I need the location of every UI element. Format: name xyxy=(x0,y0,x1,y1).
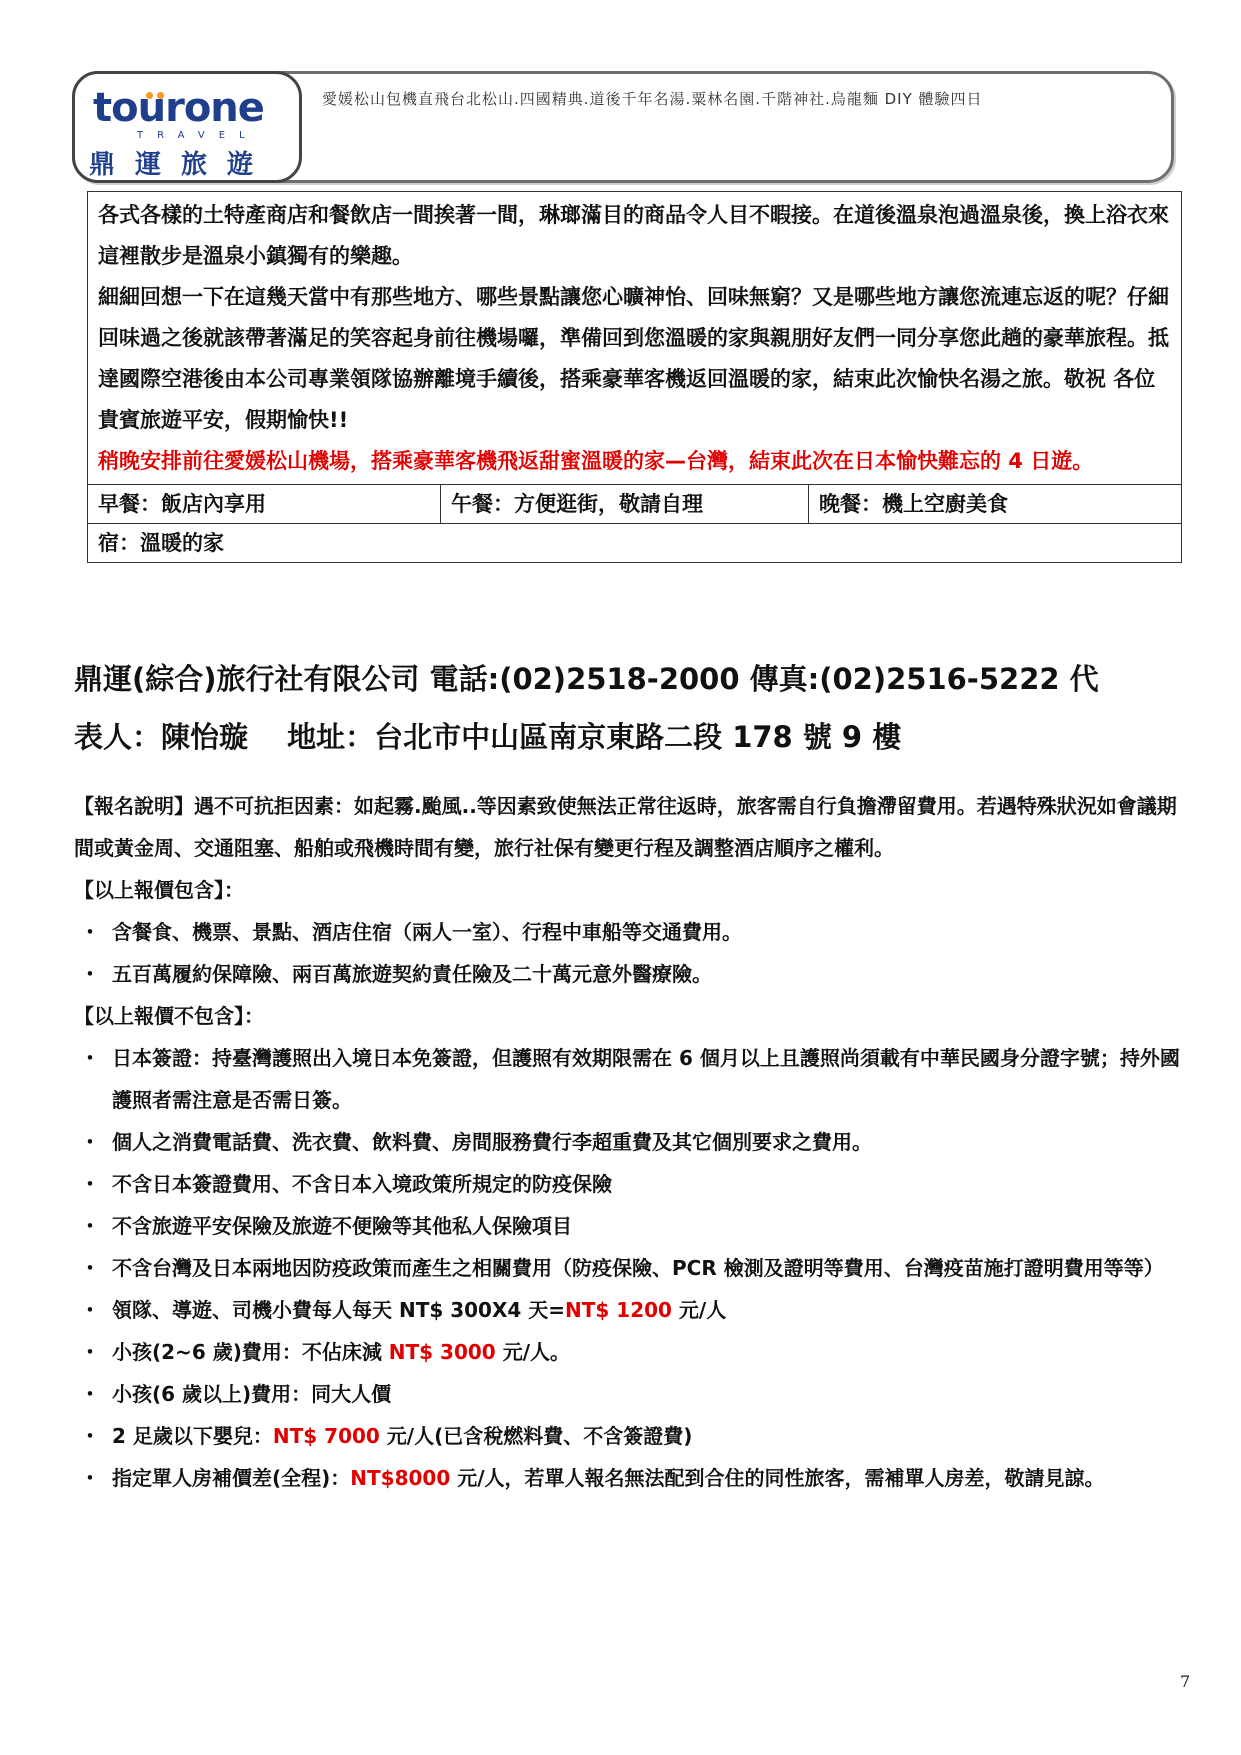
included-item: ・ 含餐食、機票、景點、酒店住宿（兩人一室）、行程中車船等交通費用。 xyxy=(74,911,1194,953)
meals-row xyxy=(88,485,1182,524)
included-item: ・ 五百萬履約保障險、兩百萬旅遊契約責任險及二十萬元意外醫療險。 xyxy=(74,953,1194,995)
child-fee-item: ・ 小孩(2~6 歲)費用：不佔床減 NT$ 3000 元/人。 xyxy=(74,1331,1194,1373)
bullet-icon: ・ xyxy=(80,1466,100,1490)
itinerary-paragraph-highlight: 稍晚安排前往愛媛松山機場，搭乘豪華客機飛返甜蜜溫暖的家—台灣，結束此次在日本愉快難忘的 4 日遊。 xyxy=(98,449,1094,473)
excluded-item: ・ 不含日本簽證費用、不含日本入境政策所規定的防疫保險 xyxy=(74,1163,1194,1205)
bullet-icon: ・ xyxy=(80,1046,100,1070)
hotel-cell: 宿：溫暖的家 xyxy=(88,524,1182,563)
company-line: 鼎運(綜合)旅行社有限公司 電話:(02)2518-2000 傳真:(02)2516-5222 代 xyxy=(74,662,1099,696)
bullet-icon: ・ xyxy=(80,1172,100,1196)
company-line: 表人：陳怡璇 地址：台北市中山區南京東路二段 178 號 9 樓 xyxy=(74,720,902,754)
hotel-row xyxy=(88,524,1182,563)
excluded-item: ・ 個人之消費電話費、洗衣費、飲料費、房間服務費行李超重費及其它個別要求之費用。 xyxy=(74,1121,1194,1163)
registration-note: 【報名說明】遇不可抗拒因素：如起霧.颱風..等因素致使無法正常往返時，旅客需自行負擔滯留費用。若遇特殊狀況如會議期間或黃金周、交通阻塞、船舶或飛機時間有變，旅行社保有變更行程及調整酒店順序之權利。 xyxy=(74,794,1177,860)
excluded-item: ・ 日本簽證：持臺灣護照出入境日本免簽證，但護照有效期限需在 6 個月以上且護照尚須載有中華民國身分證字號；持外國護照者需注意是否需日簽。 xyxy=(74,1037,1194,1121)
single-room-item: ・ 指定單人房補價差(全程)：NT$8000 元/人，若單人報名無法配到合住的同性旅客，需補單人房差，敬請見諒。 xyxy=(74,1457,1194,1499)
tour-title: 愛媛松山包機直飛台北松山.四國精典.道後千年名湯.粟林名園.千階神社.烏龍麵 DIY 體驗四日 xyxy=(322,90,983,108)
price-highlight: NT$ 3000 xyxy=(388,1340,496,1364)
price-highlight: NT$8000 xyxy=(350,1466,451,1490)
child-fee-item: ・ 小孩(6 歲以上)費用：同大人價 xyxy=(74,1373,1194,1415)
logo-subtitle: TRAVEL xyxy=(137,130,259,141)
itinerary-paragraph: 細細回想一下在這幾天當中有那些地方、哪些景點讓您心曠神怡、回味無窮？又是哪些地方讓您流連忘返的呢？仔細回味過之後就該帶著滿足的笑容起身前往機場囉，準備回到您溫暖的家與親朋好友們一同分享您此趟的豪華旅程。抵達國際空港後由本公司專業領隊協辦離境手續後，搭乘豪華客機返回溫暖的家，結束此次愉快名湯之旅。敬祝 各位貴賓旅遊平安，假期愉快!! xyxy=(98,285,1169,432)
tip-fee-item: ・ 領隊、導遊、司機小費每人每天 NT$ 300X4 天=NT$ 1200 元/人 xyxy=(74,1289,1194,1331)
company-info xyxy=(74,650,1184,766)
included-title: 【以上報價包含】： xyxy=(74,878,244,902)
dinner-cell: 晚餐：機上空廚美食 xyxy=(809,485,1182,524)
bullet-icon: ・ xyxy=(80,1256,100,1280)
price-highlight: NT$ 1200 xyxy=(565,1298,672,1322)
bullet-icon: ・ xyxy=(80,1424,100,1448)
itinerary-table xyxy=(87,191,1182,563)
logo-chinese-name: 鼎運旅遊 xyxy=(89,150,274,180)
logo xyxy=(72,71,302,183)
itinerary-paragraph: 各式各樣的土特產商店和餐飲店一間挨著一間，琳瑯滿目的商品令人目不暇接。在道後溫泉泡過溫泉後，換上浴衣來這裡散步是溫泉小鎮獨有的樂趣。 xyxy=(98,203,1169,268)
bullet-icon: ・ xyxy=(80,962,100,986)
bullet-icon: ・ xyxy=(80,920,100,944)
excluded-item: ・ 不含旅遊平安保險及旅遊不便險等其他私人保險項目 xyxy=(74,1205,1194,1247)
infant-fee-item: ・ 2 足歲以下嬰兒：NT$ 7000 元/人(已含稅燃料費、不含簽證費) xyxy=(74,1415,1194,1457)
itinerary-description-row xyxy=(88,192,1182,485)
excluded-item: ・ 不含台灣及日本兩地因防疫政策而產生之相關費用（防疫保險、PCR 檢測及證明等費用、台灣疫苗施打證明費用等等） xyxy=(74,1247,1194,1289)
bullet-icon: ・ xyxy=(80,1340,100,1364)
logo-wordmark: tourone xyxy=(93,85,264,131)
bullet-icon: ・ xyxy=(80,1214,100,1238)
lunch-cell: 午餐：方便逛街，敬請自理 xyxy=(441,485,809,524)
notes-section xyxy=(74,785,1194,1499)
excluded-title: 【以上報價不包含】： xyxy=(74,1004,264,1028)
breakfast-cell: 早餐：飯店內享用 xyxy=(88,485,441,524)
bullet-icon: ・ xyxy=(80,1382,100,1406)
itinerary-description xyxy=(88,192,1182,485)
bullet-icon: ・ xyxy=(80,1130,100,1154)
bullet-icon: ・ xyxy=(80,1298,100,1322)
price-highlight: NT$ 7000 xyxy=(272,1424,380,1448)
page-number: 7 xyxy=(1180,1672,1191,1691)
